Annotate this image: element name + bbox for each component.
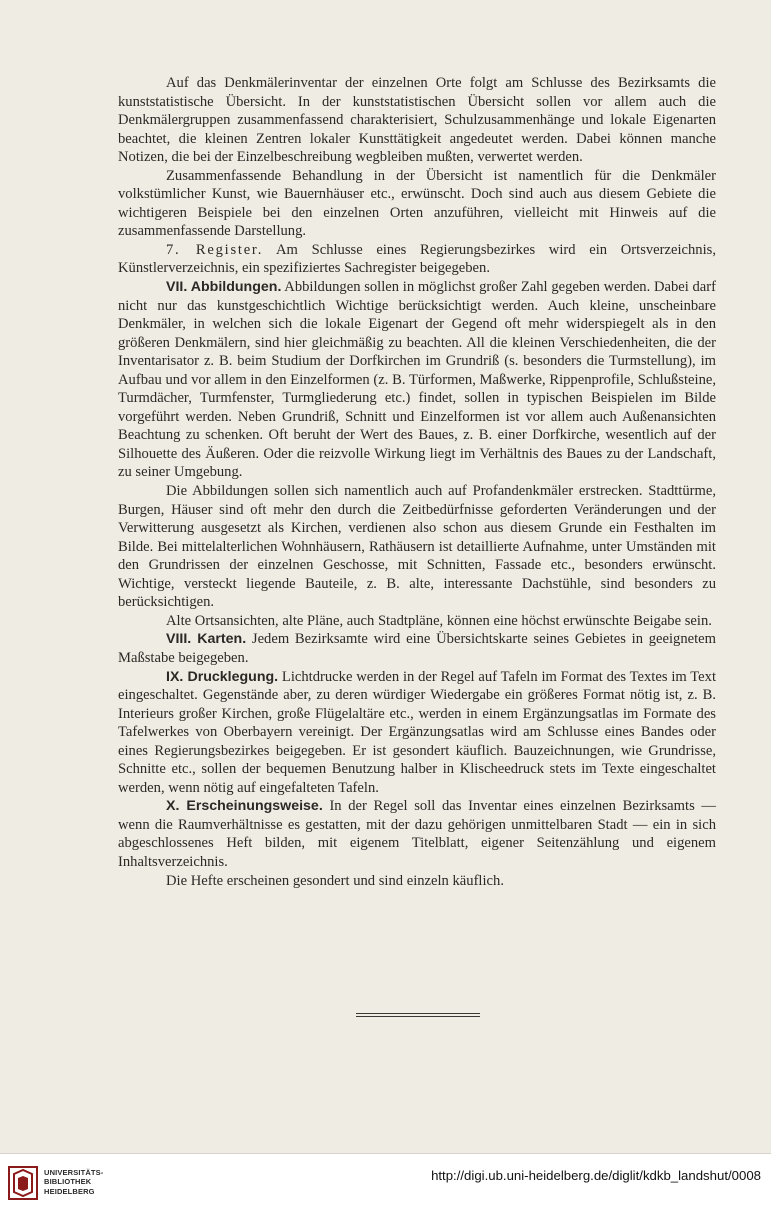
paragraph-register: 7. Register. Am Schlusse eines Regierungsbezirkes wird ein Ortsverzeichnis, Künstlerverzeichnis, ein spezifiziertes Sachregister beigegeben.: [118, 241, 716, 277]
paragraph-karten: VIII. Karten. Jedem Bezirksamte wird eine Übersichtskarte seines Gebietes in geeignetem Maßstabe beigegeben.: [118, 631, 717, 666]
paragraph-uebersicht: Auf das Denkmälerinventar der einzelnen Orte folgt am Schlusse des Bezirksamts die kunststatistische Übersicht. In der kunststatistischen Übersicht sollen vor allem auch die Denkmälergruppen zusammenfassend charakterisiert, Schulzusammenhänge und lokale Eigenarten beachtet, die kleinen Zentren lokaler Kunsttätigkeit angedeutet werden. Dabei können manche Notizen, die bei der Einzelbeschreibung wegbleiben mußten, verwertet werden.: [118, 75, 716, 166]
paragraph-hefte: Die Hefte erscheinen gesondert und sind einzeln käuflich.: [166, 872, 504, 889]
body-text: [118, 74, 716, 890]
paragraph-drucklegung: IX. Drucklegung. Lichtdrucke werden in der Regel auf Tafeln im Format des Textes im Text eingeschaltet. Gegenstände aber, zu deren würdiger Wiedergabe ein größeres Format nötig ist, z. B. Interieurs großer Kirchen, große Flügelaltäre etc., werden in einem Ergänzungsatlas im Formate des Tafelwerkes von Oberbayern vereinigt. Der Ergänzungsatlas wird am Schlusse eines Bandes oder eines Regierungsbezirkes beigegeben. Er ist gesondert käuflich. Bauzeichnungen, wie Grundrisse, Schnitte etc., sollen der bequemen Benutzung halber in Klischeedruck stets im Texte eingeschaltet werden, wenn nötig auf eingefalteten Tafeln.: [118, 668, 716, 796]
register-lead: 7. Register.: [166, 241, 264, 258]
section-heading-drucklegung: IX. Drucklegung.: [166, 668, 279, 685]
viewer-footer: [0, 1153, 771, 1212]
section-heading-karten: VIII. Karten.: [166, 631, 247, 648]
permalink-url[interactable]: http://digi.ub.uni-heidelberg.de/diglit/kdkb_landshut/0008: [431, 1168, 761, 1183]
paragraph-ortsansichten: Alte Ortsansichten, alte Pläne, auch Stadtpläne, können eine höchst erwünschte Beigabe sein.: [166, 612, 712, 629]
library-name[interactable]: UNIVERSITÄTS- BIBLIOTHEK HEIDELBERG: [44, 1168, 104, 1196]
section-heading-erscheinungsweise: X. Erscheinungsweise.: [166, 798, 323, 815]
heidelberg-library-logo-icon[interactable]: [8, 1166, 38, 1200]
closing-double-rule: [356, 1013, 480, 1017]
paragraph-erscheinungsweise: X. Erscheinungsweise. In der Regel soll das Inventar eines einzelnen Bezirksamts — wenn die Raumverhältnisse es gestatten, mit der dazu gehörigen unmittelbaren Stadt — ein in sich abgeschlossenes Heft bilden, mit eigenem Titelblatt, eigener Seitenzählung und eigenem Inhaltsverzeichnis.: [118, 798, 716, 870]
section-heading-abbildungen: VII. Abbildungen.: [166, 279, 282, 296]
paragraph-zusammenfassende-behandlung: Zusammenfassende Behandlung in der Übersicht ist namentlich für die Denkmäler volkstümlicher Kunst, wie Bauernhäuser etc., erwünscht. Doch sind auch aus diesem Gebiete die wichtigeren Beispiele bei den einzelnen Orten anzuführen, vielleicht mit Hinweis auf die zusammenfassende Darstellung.: [118, 167, 716, 240]
paragraph-profandenkmaeler: Die Abbildungen sollen sich namentlich auch auf Profandenkmäler erstrecken. Stadttürme, Burgen, Häuser sind oft mehr den durch die Zeitbedürfnisse geforderten Veränderungen und der Verwitterung ausgesetzt als Kirchen, verdienen also schon aus diesem Grunde ein Festhalten im Bilde. Bei mittelalterlichen Wohnhäusern, Rathäusern ist detaillierte Aufnahme, unter Umständen mit den Grundrissen der einzelnen Geschosse, mit Schnitten, Fassade etc., besonders erwünscht. Wichtige, versteckt liegende Bauteile, z. B. alte, interessante Dachstühle, sind besonders zu berücksichtigen.: [118, 483, 716, 611]
paragraph-abbildungen: VII. Abbildungen. Abbildungen sollen in möglichst großer Zahl gegeben werden. Dabei darf nicht nur das kunstgeschichtlich Wichtige berücksichtigt werden. Auch kleine, unscheinbare Denkmäler, in welchen sich die lokale Eigenart der Gegend oft mehr widerspiegelt als in den größeren Denkmälern, sind hier gleichmäßig zu beachten. All die kleinen Verschiedenheiten, die der Inventarisator z. B. beim Studium der Dorfkirchen im Grundriß (s. besonders die Turmstellung), im Aufbau und vor allem in den Einzelformen (z. B. Türformen, Maßwerke, Rippenprofile, Schlußsteine, Turmdächer, Turmfenster, Turmgliederung etc.) findet, sollen in typischen Beispielen im Bilde vorgeführt werden. Neben Grundriß, Schnitt und Einzelformen ist vor allem auch Außenansichten Beachtung zu schenken. Oft beruht der Wert des Baues, z. B. einer Dorfkirche, wesentlich auf der Silhouette des Äußeren. Oder die reizvolle Wirkung liegt im Verhältnis des Baues zu der Landschaft, zu seiner Umgebung.: [118, 279, 716, 481]
